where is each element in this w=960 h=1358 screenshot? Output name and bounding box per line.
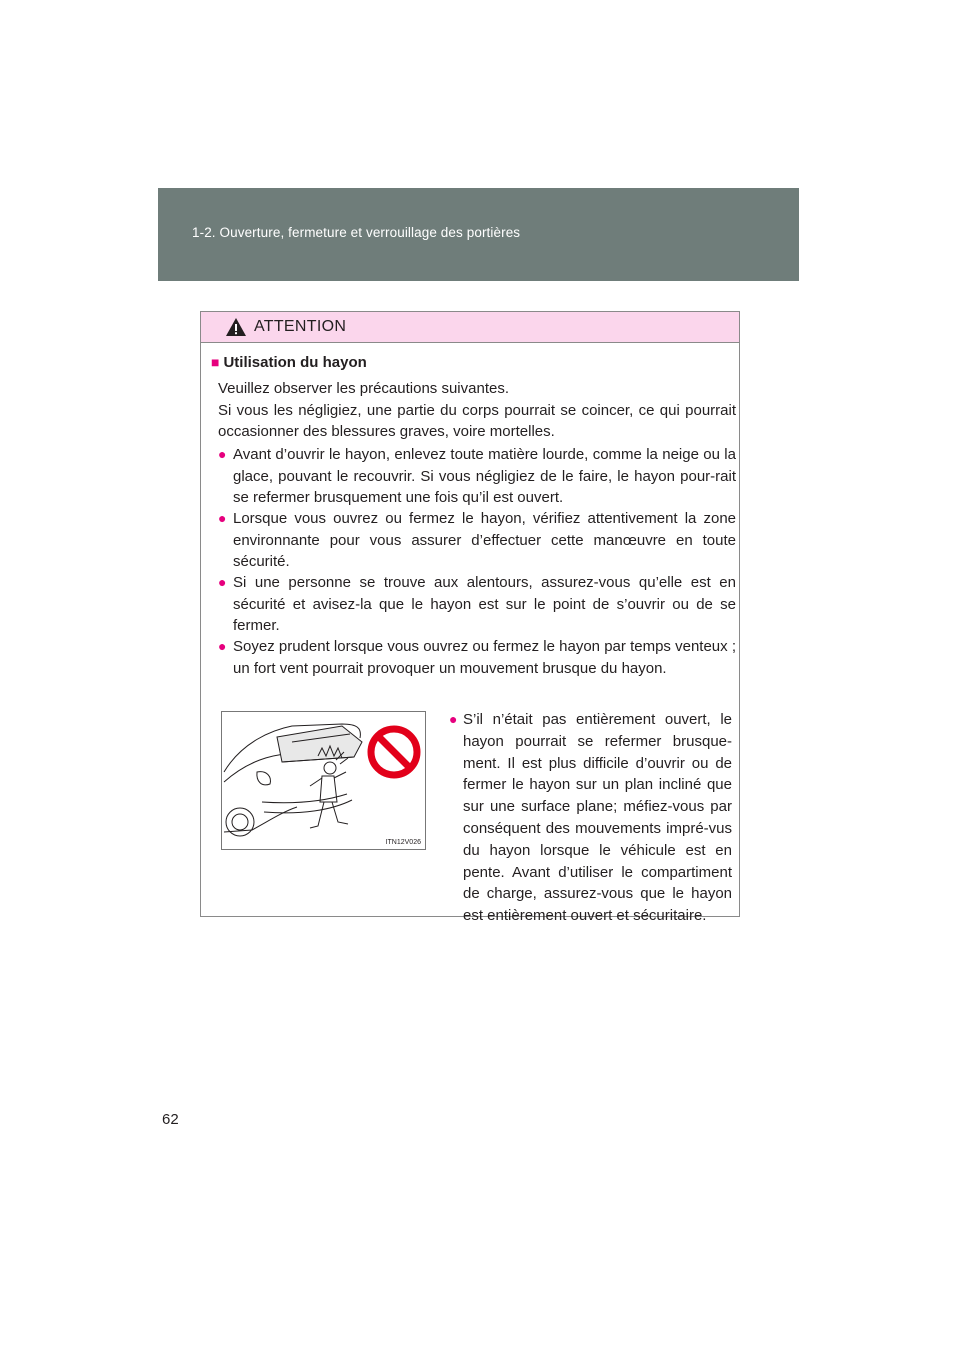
header-band (158, 188, 799, 281)
caution-box (200, 311, 740, 925)
bullet-text: S’il n’était pas entièrement ouvert, le hayon pourrait se refermer brusque-ment. Il est plus difficile d’ouvrir ou de fermer le hayon sur un plan incliné que sur une surface plane; méfiez-vous par conséquent des mouvements impré-vus du hayon lorsque le véhicule est en pente. Avant d’utiliser le compartiment de charge, assurez-vous que le hayon est entièrement ouvert et sécuritaire. (463, 711, 732, 925)
section-heading (211, 354, 367, 371)
list-item (218, 636, 736, 679)
section-title: 1-2. Ouverture, fermeture et verrouillage des portières (192, 225, 521, 240)
page-number: 62 (162, 1111, 179, 1128)
heading-text: Utilisation du hayon (223, 354, 367, 371)
bullet-dot-icon: ● (218, 510, 227, 526)
prohibition-icon (367, 725, 421, 779)
bullet-text: Soyez prudent lorsque vous ouvrez ou fermez le hayon par temps venteux ; un fort vent pourrait provoquer un mouvement brusque du hayon. (233, 638, 736, 677)
intro-text: Veuillez observer les précautions suivantes. Si vous les négligiez, une partie du corps pourrait se coincer, ce qui pourrait occasionner des blessures graves, voire mortelles. (218, 380, 736, 440)
list-item (218, 572, 736, 637)
caution-header (201, 312, 739, 343)
bullet-dot-icon: ● (218, 638, 227, 654)
list-item (218, 508, 736, 573)
bullet-text: Avant d’ouvrir le hayon, enlevez toute matière lourde, comme la neige ou la glace, pouvant le recouvrir. Si vous négligiez de le faire, le hayon pour-rait se refermer brusquement une fois qu’il est ouvert. (233, 446, 736, 506)
list-item (449, 709, 732, 927)
illustration-code: ITN12V026 (385, 839, 421, 846)
bullet-text: Lorsque vous ouvrez ou fermez le hayon, vérifiez attentivement la zone environnante pour vous assurer d’effectuer cette manœuvre en toute sécurité. (233, 510, 736, 570)
list-item (218, 444, 736, 509)
heading-square-icon: ■ (211, 354, 220, 370)
bullet-dot-icon: ● (218, 574, 227, 590)
caution-label: ATTENTION (254, 318, 347, 335)
bullet-dot-icon: ● (449, 711, 458, 727)
bullet-text: Si une personne se trouve aux alentours, assurez-vous qu’elle est en sécurité et avisez-la que le hayon est sur le point de s’ouvrir ou de se fermer. (233, 574, 736, 634)
bullet-dot-icon: ● (218, 446, 227, 462)
warning-triangle-icon (225, 317, 247, 337)
